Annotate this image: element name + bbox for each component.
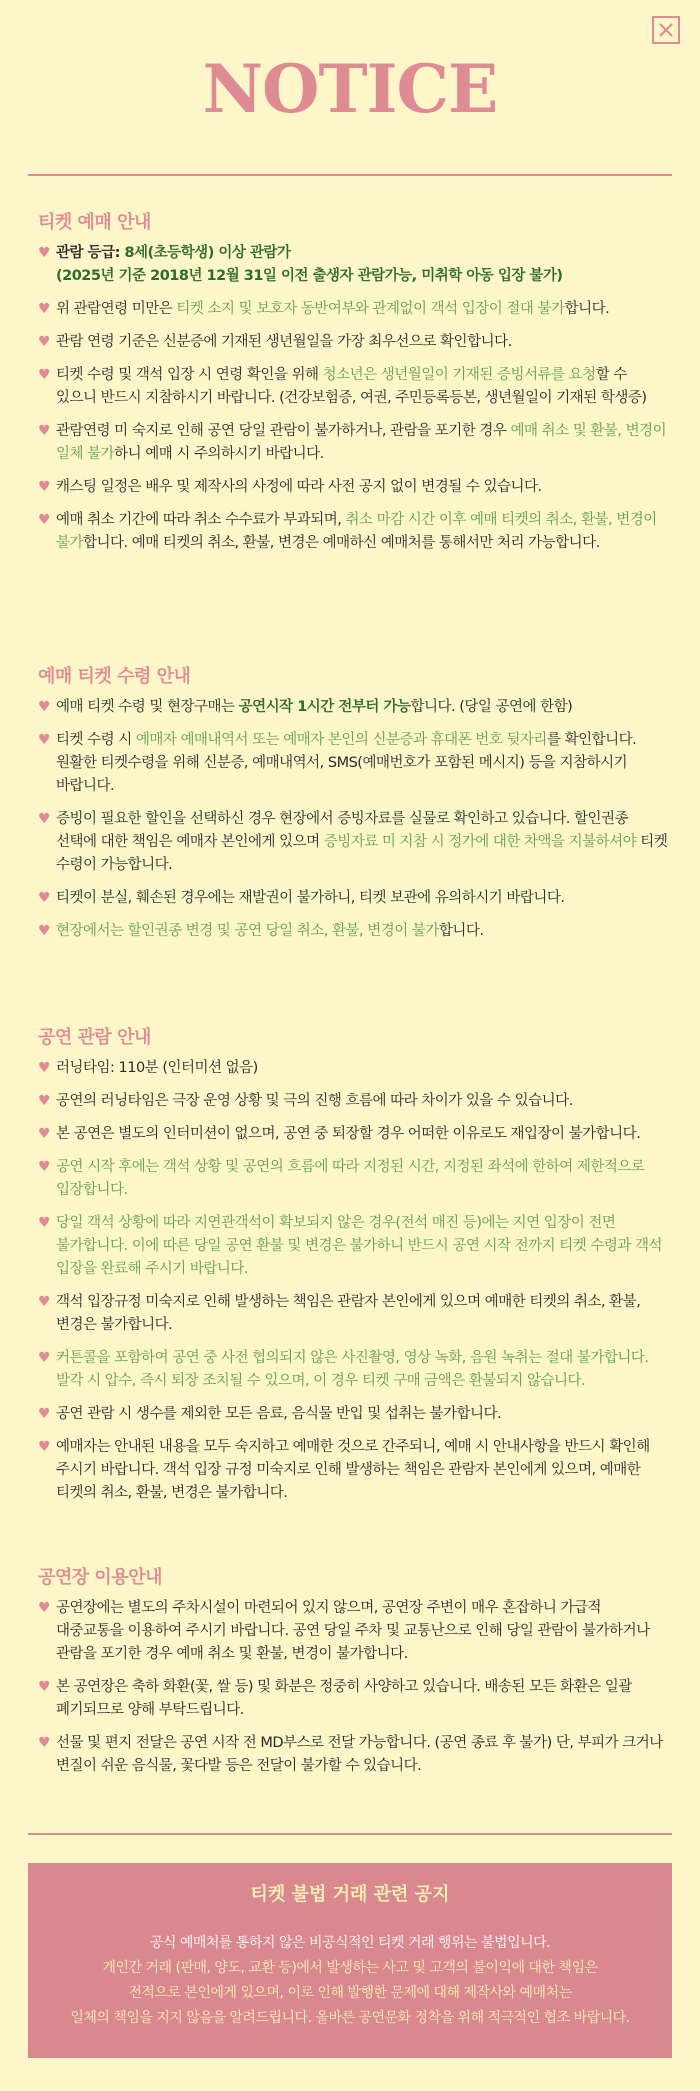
heart-icon: ♥ [38,1060,51,1076]
heart-icon: ♥ [38,1159,51,1175]
section-list [38,242,668,555]
item-text: 공연 관람 시 생수를 제외한 모든 음료, 음식물 반입 및 섭취는 불가합니다. [56,1406,502,1422]
item-text: 합니다. (당일 공연에 한함) [410,699,573,715]
heart-icon: ♥ [38,1126,51,1142]
heart-icon: ♥ [38,811,51,827]
item-text: 캐스팅 일정은 배우 및 제작사의 사정에 따라 사전 공지 없이 변경될 수 있습니다. [56,479,542,495]
section-title: 예매 티켓 수령 안내 [38,666,191,687]
item-text: 증빙자료 미 지참 시 정가에 대한 차액을 지불하셔야 [323,834,637,850]
item-text: 본 공연장은 축하 화환(꽃, 쌀 등) 및 화분은 정중히 사양하고 있습니다. 배송된 모든 화환은 일괄 폐기되므로 양해 부탁드립니다. [56,1679,632,1718]
list-item [38,1156,668,1202]
item-text: 티켓 수령이 가능합니다. [56,834,668,873]
item-text: 티켓 수령 및 객석 입장 시 연령 확인을 위해 [56,367,323,383]
heart-icon: ♥ [38,367,51,383]
heart-icon: ♥ [38,1600,51,1616]
section-performance-viewing [38,1025,668,1515]
item-text: 당일 객석 상황에 따라 지연관객석이 확보되지 않은 경우(전석 매진 등)에는 지연 입장이 전면 불가합니다. 이에 따른 당일 공연 환불 및 변경은 불가하니 반드시 공연 시작 전까지 티켓 수령과 객석 입장을 완료해 주시기 바랍니다. [56,1215,663,1277]
notice-line: 개인간 거래 (판매, 양도, 교환 등)에서 발생하는 사고 및 고객의 불이익에 대한 책임은 [102,1960,598,1976]
item-text: 러닝타임: 110분 (인터미션 없음) [56,1060,258,1076]
item-text: 객석 입장규정 미숙지로 인해 발생하는 책임은 관람자 본인에게 있으며 예매한 티켓의 취소, 환불, 변경은 불가합니다. [56,1294,641,1333]
item-text: 공연시작 1시간 전부터 가능 [238,699,411,715]
notice-body [28,1931,672,2031]
list-item [38,298,668,321]
heart-icon: ♥ [38,1294,51,1310]
list-item [38,364,668,410]
section-ticket-pickup [38,664,668,953]
illegal-trade-notice [28,1863,672,2058]
section-ticket-booking [38,210,668,565]
item-text: 커튼콜을 포함하여 공연 중 사전 협의되지 않은 사진촬영, 영상 녹화, 음원 녹취는 절대 불가합니다. 발각 시 압수, 즉시 퇴장 조치될 수 있으며, 이 경우 티켓 구매 금액은 환불되지 않습니다. [56,1350,649,1389]
item-text: (2025년 기준 2018년 12월 31일 이전 출생자 관람가능, 미취학 아동 입장 불가) [56,268,563,284]
list-item [38,509,668,555]
item-text: 증빙이 필요한 할인을 선택하신 경우 현장에서 증빙자료를 실물로 확인하고 있습니다. 할인권종 선택에 대한 책임은 예매자 본인에게 있으며 [56,811,628,850]
list-item [38,1732,668,1778]
heart-icon: ♥ [38,479,51,495]
divider [28,1833,672,1835]
heart-icon: ♥ [38,699,51,715]
item-text: 공연 시작 후에는 객석 상황 및 공연의 흐름에 따라 지정된 시간, 지정된 좌석에 한하여 제한적으로 입장합니다. [56,1159,645,1198]
list-item [38,1436,668,1505]
list-item [38,920,668,943]
item-text: 를 확인합니다. 원활한 티켓수령을 위해 신분증, 예매내역서, SMS(예매번호가 포함된 메시지) 등을 지참하시기 바랍니다. [56,732,637,794]
list-item [38,476,668,499]
heart-icon: ♥ [38,1679,51,1695]
section-venue-usage [38,1565,668,1788]
list-item [38,887,668,910]
section-list [38,696,668,943]
heart-icon: ♥ [38,890,51,906]
heart-icon: ♥ [38,245,51,261]
item-text: 할 수 있으니 반드시 지참하시기 바랍니다. (건강보험증, 여권, 주민등록등본, 생년월일이 기재된 학생증) [56,367,647,406]
list-item [38,1057,668,1080]
heart-icon: ♥ [38,423,51,439]
list-item [38,808,668,877]
heart-icon: ♥ [38,334,51,350]
heart-icon: ♥ [38,1350,51,1366]
list-item [38,331,668,354]
item-text: 예매 취소 기간에 따라 취소 수수료가 부과되며, [56,512,346,528]
list-item [38,696,668,719]
item-text: 합니다. [438,923,484,939]
list-item [38,1597,668,1666]
heart-icon: ♥ [38,512,51,528]
heart-icon: ♥ [38,301,51,317]
item-text: 예매자는 안내된 내용을 모두 숙지하고 예매한 것으로 간주되니, 예매 시 안내사항을 반드시 확인해 주시기 바랍니다. 객석 입장 규정 미숙지로 인해 발생하는 책임은 관람자 본인에게 있으며, 예매한 티켓의 취소, 환불, 변경은 불가합니다. [56,1439,650,1501]
list-item [38,242,668,288]
item-text: 관람연령 미 숙지로 인해 공연 당일 관람이 불가하거나, 관람을 포기한 경우 [56,423,511,439]
item-text: 위 관람연령 미만은 [56,301,177,317]
section-list [38,1597,668,1778]
item-text: 공연장에는 별도의 주차시설이 마련되어 있지 않으며, 공연장 주변이 매우 혼잡하니 가급적 대중교통을 이용하여 주시기 바랍니다. 공연 당일 주차 및 교통난으로 인해 당일 관람이 불가하거나 관람을 포기한 경우 예매 취소 및 환불, 변경이 불가합니다. [56,1600,650,1662]
section-title: 공연 관람 안내 [38,1027,151,1048]
notice-line: 전적으로 본인에게 있으며, 이로 인해 발행한 문제에 대해 제작사와 예매처는 [128,1985,572,2001]
page-title: NOTICE [202,50,498,128]
list-item [38,420,668,466]
list-item [38,1676,668,1722]
heart-icon: ♥ [38,732,51,748]
item-text: 청소년은 생년월일이 기재된 증빙서류를 요청 [322,367,596,383]
list-item [38,1123,668,1146]
close-icon [658,22,674,38]
section-title: 공연장 이용안내 [38,1567,162,1588]
section-title: 티켓 예매 안내 [38,212,151,233]
list-item [38,1403,668,1426]
list-item [38,1291,668,1337]
heart-icon: ♥ [38,1093,51,1109]
heart-icon: ♥ [38,923,51,939]
item-text: 현장에서는 할인권종 변경 및 공연 당일 취소, 환불, 변경이 불가 [56,923,439,939]
item-text: 관람 연령 기준은 신분증에 기재된 생년월일을 가장 최우선으로 확인합니다. [56,334,512,350]
item-text: 예매자 예매내역서 또는 예매자 본인의 신분증과 휴대폰 번호 뒷자리 [135,732,547,748]
heart-icon: ♥ [38,1735,51,1751]
list-item [38,1212,668,1281]
list-item [38,729,668,798]
list-item [38,1347,668,1393]
item-text: 합니다. [564,301,610,317]
item-text: 합니다. 예매 티켓의 취소, 환불, 변경은 예매하신 예매처를 통해서만 처리 가능합니다. [83,535,600,551]
heart-icon: ♥ [38,1215,51,1231]
notice-line: 공식 예매처를 통하지 않은 비공식적인 티켓 거래 행위는 불법입니다. [149,1935,551,1951]
item-text: 본 공연은 별도의 인터미션이 없으며, 공연 중 퇴장할 경우 어떠한 이유로도 재입장이 불가합니다. [56,1126,641,1142]
item-text: 티켓 수령 시 [56,732,136,748]
item-text: 하니 예매 시 주의하시기 바랍니다. [114,446,324,462]
item-text: 취소 마감 시간 이후 예매 티켓의 취소, 환불, 변경이 불가 [56,512,657,551]
notice-line: 일체의 책임을 지지 않음을 알려드립니다. 올바른 공연문화 정착을 위해 적극적인 협조 바랍니다. [70,2010,630,2026]
list-item [38,1090,668,1113]
item-text: 예매 티켓 수령 및 현장구매는 [56,699,239,715]
item-text: 예매 취소 및 환불, 변경이 일체 불가 [56,423,667,462]
heart-icon: ♥ [38,1406,51,1422]
section-list [38,1057,668,1505]
item-text: 티켓이 분실, 훼손된 경우에는 재발권이 불가하니, 티켓 보관에 유의하시기 바랍니다. [56,890,565,906]
divider [28,174,672,176]
heart-icon: ♥ [38,1439,51,1455]
item-text: 관람 등급: [56,245,125,261]
notice-title: 티켓 불법 거래 관련 공지 [250,1884,450,1905]
item-text: 선물 및 편지 전달은 공연 시작 전 MD부스로 전달 가능합니다. (공연 종료 후 불가) 단, 부피가 크거나 변질이 쉬운 음식물, 꽃다발 등은 전달이 불가할 수 있습니다. [56,1735,663,1774]
item-text: 8세(초등학생) 이상 관람가 [124,245,291,261]
item-text: 티켓 소지 및 보호자 동반여부와 관계없이 객석 입장이 절대 불가 [176,301,565,317]
item-text: 공연의 러닝타임은 극장 운영 상황 및 극의 진행 흐름에 따라 차이가 있을 수 있습니다. [56,1093,573,1109]
